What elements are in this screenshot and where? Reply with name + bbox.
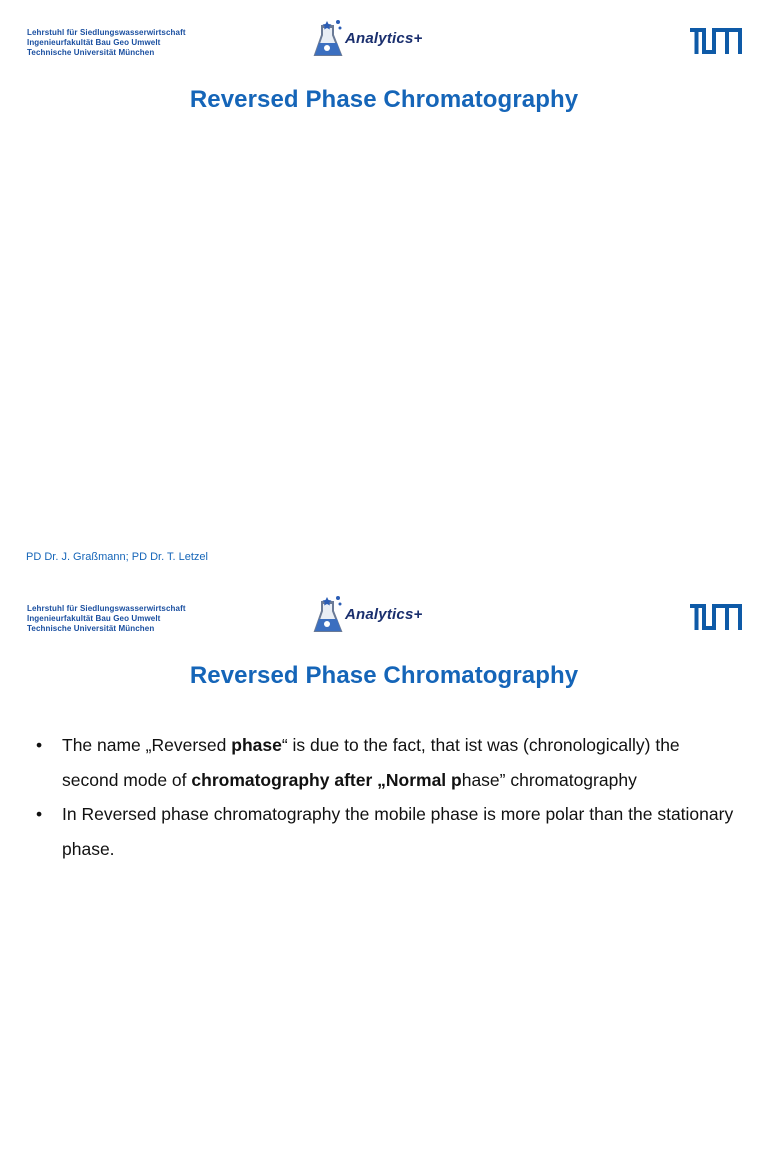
flask-icon — [313, 17, 347, 59]
bullet-text-part: “ is due to the fact, that ist was (chronologically) the second mode of — [62, 735, 680, 790]
institution-name — [27, 28, 186, 58]
bullet-list — [36, 728, 736, 866]
institution-line-3: Technische Universität München — [27, 48, 155, 57]
bullet-text-part: hase” chromatography — [461, 769, 637, 790]
flask-icon — [313, 593, 347, 635]
analytics-logo — [313, 17, 433, 59]
bullet-marker: • — [36, 735, 43, 755]
bullet-item — [36, 728, 736, 797]
bullet-item — [36, 797, 736, 866]
slide-title: Reversed Phase Chromatography — [189, 662, 579, 689]
institution-line-3: Technische Universität München — [27, 624, 155, 633]
tum-logo — [690, 604, 742, 630]
institution-line-1: Lehrstuhl für Siedlungswasserwirtschaft — [27, 28, 186, 37]
footer-authors: PD Dr. J. Graßmann; PD Dr. T. Letzel — [26, 551, 208, 563]
institution-line-1: Lehrstuhl für Siedlungswasserwirtschaft — [27, 604, 186, 613]
institution-line-2: Ingenieurfakultät Bau Geo Umwelt — [27, 614, 161, 623]
analytics-logo — [313, 593, 433, 635]
bullet-text-part: In Reversed phase chromatography the mobile phase is more polar than the stationary phase. — [62, 804, 734, 859]
bullet-text-bold: chromatography after „Normal p — [191, 769, 462, 790]
bullet-text-part: The name „Reversed — [62, 735, 232, 755]
tum-logo — [690, 28, 742, 54]
bullet-marker: • — [36, 804, 43, 824]
slide-title: Reversed Phase Chromatography — [189, 86, 579, 113]
logo-text: Analytics+ — [345, 606, 423, 623]
institution-line-2: Ingenieurfakultät Bau Geo Umwelt — [27, 38, 161, 47]
bullet-text-bold: phase — [231, 735, 282, 755]
institution-name — [27, 604, 186, 634]
slide-2 — [0, 576, 768, 1152]
logo-text: Analytics+ — [345, 30, 423, 47]
